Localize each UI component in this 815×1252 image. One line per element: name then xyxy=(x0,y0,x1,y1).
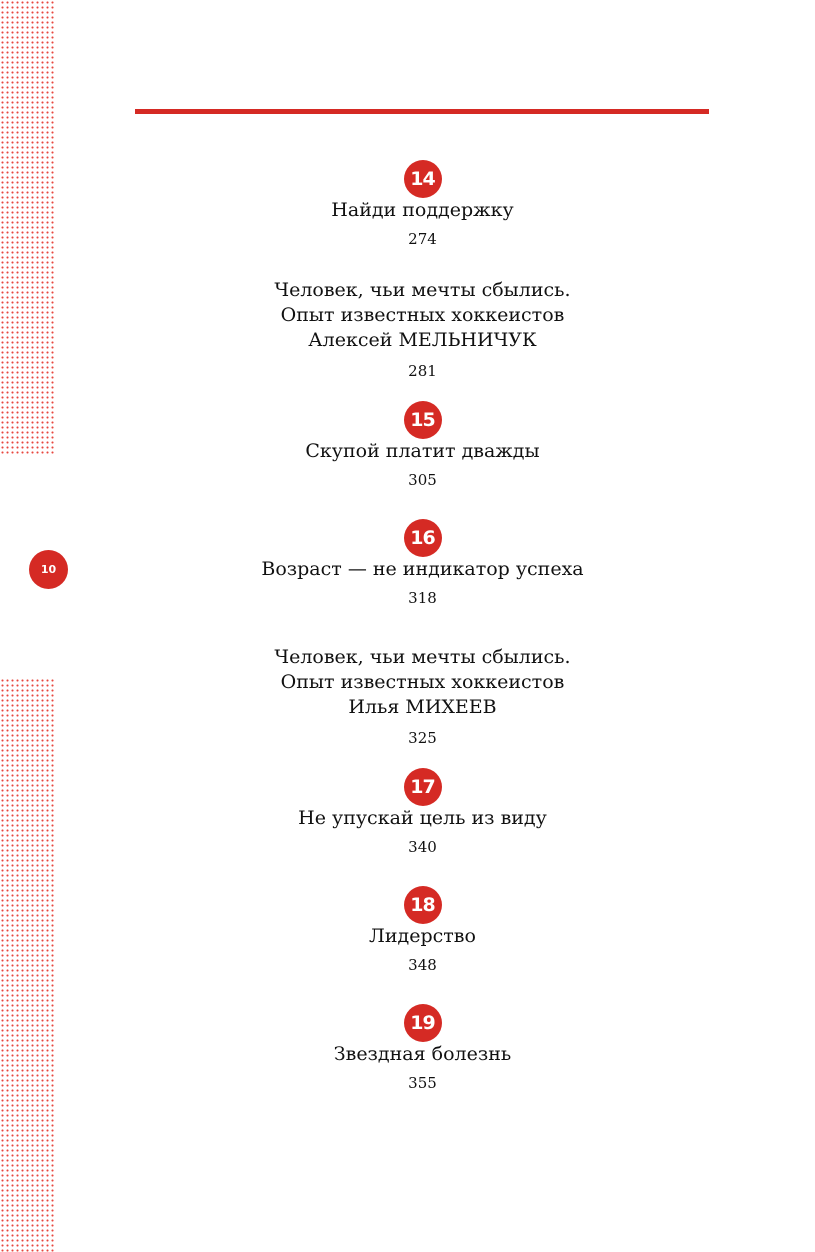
toc-entry-interview-mikheev[interactable] xyxy=(160,645,685,747)
toc-entry-chapter-14[interactable] xyxy=(160,160,685,248)
entry-page-number: 355 xyxy=(408,1074,437,1092)
entry-title: Возраст — не индикатор успеха xyxy=(261,558,584,580)
entry-page-number: 274 xyxy=(408,230,437,248)
toc-entry-chapter-19[interactable] xyxy=(160,1004,685,1092)
entry-page-number: 281 xyxy=(408,362,437,380)
entry-title: Не упускай цель из виду xyxy=(298,807,547,829)
toc-entry-chapter-16[interactable] xyxy=(160,519,685,607)
entry-title: Скупой платит дважды xyxy=(305,440,540,462)
entry-title-line-1: Человек, чьи мечты сбылись. xyxy=(274,646,571,668)
dotted-margin-pattern-bottom xyxy=(0,678,56,1252)
entry-page-number: 305 xyxy=(408,471,437,489)
chapter-number-badge: 19 xyxy=(404,1004,442,1042)
chapter-number-badge: 18 xyxy=(404,886,442,924)
entry-page-number: 318 xyxy=(408,589,437,607)
chapter-number-badge: 17 xyxy=(404,768,442,806)
toc-entry-chapter-15[interactable] xyxy=(160,401,685,489)
entry-title: Найди поддержку xyxy=(331,199,514,221)
entry-title-line-1: Человек, чьи мечты сбылись. xyxy=(274,279,571,301)
dotted-margin-pattern-top xyxy=(0,0,56,455)
header-rule xyxy=(135,109,709,114)
entry-title-line-2: Опыт известных хоккеистов xyxy=(280,671,565,693)
toc-entry-interview-melnichuk[interactable] xyxy=(160,278,685,380)
entry-title-line-3: Алексей МЕЛЬНИЧУК xyxy=(308,329,537,351)
entry-page-number: 340 xyxy=(408,838,437,856)
toc-entry-chapter-17[interactable] xyxy=(160,768,685,856)
chapter-number-badge: 15 xyxy=(404,401,442,439)
entry-title: Лидерство xyxy=(369,925,476,947)
page-number-badge: 10 xyxy=(29,550,68,589)
chapter-number-badge: 14 xyxy=(404,160,442,198)
entry-page-number: 348 xyxy=(408,956,437,974)
entry-title-line-2: Опыт известных хоккеистов xyxy=(280,304,565,326)
entry-title-line-3: Илья МИХЕЕВ xyxy=(348,696,497,718)
entry-page-number: 325 xyxy=(408,729,437,747)
entry-title: Звездная болезнь xyxy=(333,1043,512,1065)
toc-entry-chapter-18[interactable] xyxy=(160,886,685,974)
chapter-number-badge: 16 xyxy=(404,519,442,557)
